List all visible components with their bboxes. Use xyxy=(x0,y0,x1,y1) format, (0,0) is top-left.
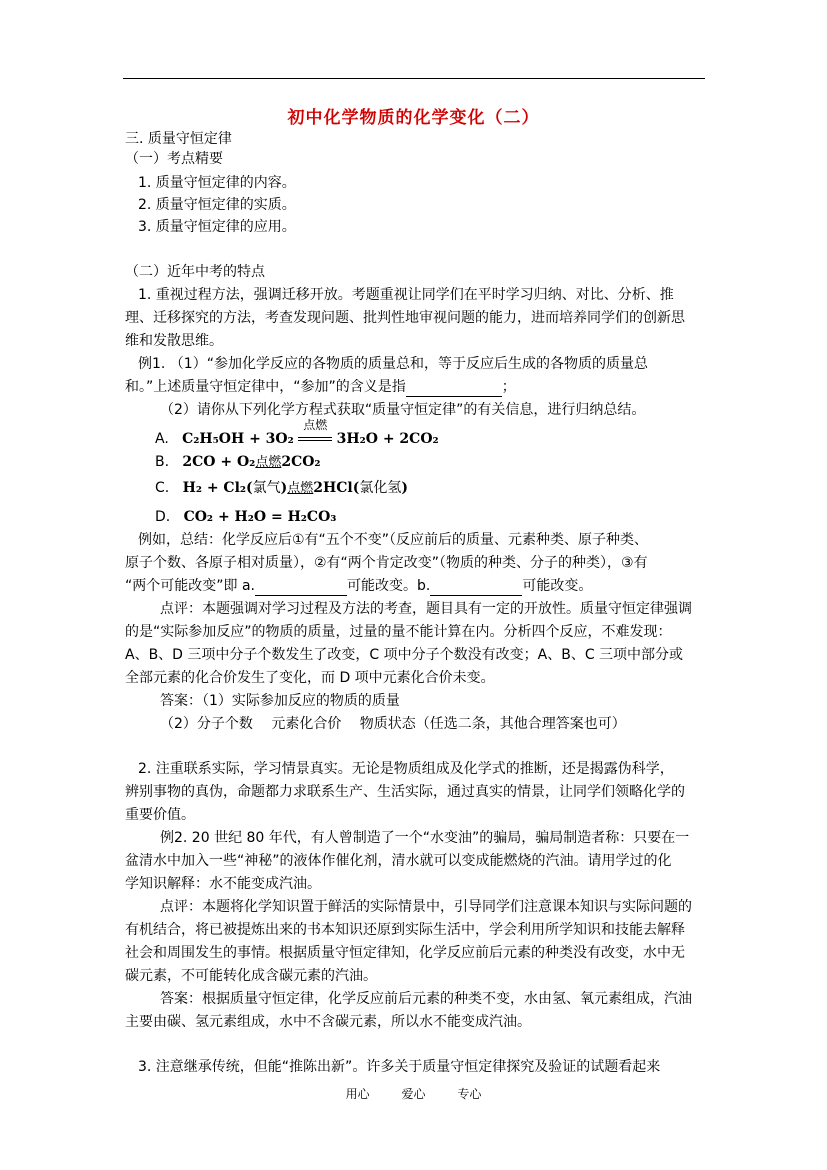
equation-c xyxy=(155,478,408,499)
answer1-line1: 答案：（1）实际参加反应的物质的质量 xyxy=(160,693,400,709)
equation-c-left: H₂ + Cl₂( xyxy=(182,480,253,496)
para1-line1: 1. 重视过程方法，强调迁移开放。考题重视让同学们在平时学习归纳、对比、分析、推 xyxy=(138,287,674,303)
comment1-line1: 点评：本题强调对学习过程及方法的考查，题目具有一定的开放性。质量守恒定律强调 xyxy=(160,601,692,617)
example1-line1: 例1. （1）“参加化学反应的各物质的质量总和，等于反应后生成的各物质的质量总 xyxy=(138,356,648,372)
example1-line3: （2）请你从下列化学方程式获取“质量守恒定律”的有关信息，进行归纳总结。 xyxy=(160,402,646,418)
subheading-key-points: （一）考点精要 xyxy=(125,151,223,167)
summary-line3 xyxy=(125,576,592,596)
equation-a-left: C₂H₅OH + 3O₂ xyxy=(182,431,294,447)
answer-blank-a xyxy=(255,579,347,596)
summary-text-a: “两个可能改变”即 a. xyxy=(125,578,255,594)
equation-d xyxy=(155,507,336,527)
paren: ) xyxy=(401,480,408,496)
equation-b-right: 2CO₂ xyxy=(281,454,321,470)
answer1-line2: （2）分子个数 元素化合价 物质状态（任选二条，其他合理答案也可） xyxy=(160,716,626,732)
example2-line2: 盆清水中加入一些“神秘”的液体作催化剂，清水就可以变成能燃烧的汽油。请用学过的化 xyxy=(125,853,672,869)
summary-line2: 原子个数、各原子相对质量），②有“两个肯定改变”（物质的种类、分子的种类），③有 xyxy=(125,555,648,571)
paren: ) xyxy=(280,480,288,496)
point-1: 1. 质量守恒定律的内容。 xyxy=(138,175,296,191)
page-footer xyxy=(0,1085,827,1102)
equation-label: A. xyxy=(155,431,169,447)
equation-c-right: 2HCl( xyxy=(313,480,360,496)
equation-label: C. xyxy=(155,480,170,496)
summary-text-c: 可能改变。 xyxy=(522,578,593,594)
example1-line2 xyxy=(125,377,516,397)
product-name: 氯化氢 xyxy=(359,480,402,496)
para2-line1: 2. 注重联系实际，学习情景真实。无论是物质组成及化学式的推断，还是揭露伪科学， xyxy=(138,761,674,777)
punct: ； xyxy=(501,379,516,395)
comment1-line3: A、B、D 三项中分子个数发生了改变，C 项中分子个数没有改变；A、B、C 三项中部分或 xyxy=(125,647,684,663)
para3-line1: 3. 注意继承传统，但能“推陈出新”。许多关于质量守恒定律探究及验证的试题看起来 xyxy=(138,1059,661,1075)
answer-blank-b xyxy=(430,579,522,596)
para2-line2: 辨别事物的真伪，命题都力求联系生产、生活实际，通过真实的情景，让同学们领略化学的 xyxy=(125,784,685,800)
page-title: 初中化学物质的化学变化（二） xyxy=(287,108,540,128)
equation-a-right: 3H₂O + 2CO₂ xyxy=(336,431,439,447)
equation-label: B. xyxy=(155,454,170,470)
comment1-line4: 全部元素的化合价发生了变化，而 D 项中元素化合价未变。 xyxy=(125,670,495,686)
condition-arrow xyxy=(298,418,332,449)
point-2: 2. 质量守恒定律的实质。 xyxy=(138,197,296,213)
subheading-exam-features: （二）近年中考的特点 xyxy=(125,264,265,280)
example2-line3: 学知识解释：水不能变成汽油。 xyxy=(125,876,321,892)
answer-blank xyxy=(406,380,502,397)
comment1-line2: 的是“实际参加反应”的物质的质量，过量的量不能计算在内。分析四个反应，不难发现： xyxy=(125,624,672,640)
condition-label: 点燃 xyxy=(255,455,282,470)
equation-d-text: CO₂ + H₂O = H₂CO₃ xyxy=(183,509,337,525)
example1-question: 和。”上述质量守恒定律中，“参加”的含义是指 xyxy=(125,379,406,395)
comment2-line4: 碳元素，不可能转化成含碳元素的汽油。 xyxy=(125,968,377,984)
para2-line3: 重要价值。 xyxy=(125,807,195,823)
example2-line1: 例2. 20 世纪 80 年代，有人曾制造了一个“水变油”的骗局，骗局制造者称：只要在一 xyxy=(160,830,690,846)
para1-line3: 维和发散思维。 xyxy=(125,333,223,349)
header-rule xyxy=(123,78,705,79)
footer-word-3: 专心 xyxy=(457,1087,482,1101)
point-3: 3. 质量守恒定律的应用。 xyxy=(138,219,296,235)
summary-line1: 例如，总结：化学反应后①有“五个不变”（反应前后的质量、元素种类、原子种类、 xyxy=(138,532,649,548)
comment2-line3: 社会和周围发生的事情。根据质量守恒定律知，化学反应前后元素的种类没有改变，水中无 xyxy=(125,945,685,961)
comment2-line1: 点评：本题将化学知识置于鲜活的实际情景中，引导同学们注意课本知识与实际问题的 xyxy=(160,899,692,915)
answer2-line1: 答案：根据质量守恒定律，化学反应前后元素的种类不变，水由氢、氧元素组成，汽油 xyxy=(160,991,692,1007)
condition-label: 点燃 xyxy=(287,481,314,496)
condition-label: 点燃 xyxy=(303,418,328,432)
comment2-line2: 有机结合，将已被提炼出来的书本知识还原到实际生活中，学会利用所学知识和技能去解释 xyxy=(125,922,685,938)
footer-word-1: 用心 xyxy=(345,1087,370,1101)
footer-word-2: 爱心 xyxy=(401,1087,426,1101)
equation-b xyxy=(155,452,321,473)
equation-b-left: 2CO + O₂ xyxy=(182,454,256,470)
summary-text-b: 可能改变。b. xyxy=(347,578,431,594)
answer2-line2: 主要由碳、氢元素组成，水中不含碳元素，所以水不能变成汽油。 xyxy=(125,1014,531,1030)
equation-label: D. xyxy=(155,509,171,525)
para1-line2: 理、迁移探究的方法，考查发现问题、批判性地审视问题的能力，进而培养同学们的创新思 xyxy=(125,310,685,326)
equation-a xyxy=(155,418,439,449)
reactant-name: 氯气 xyxy=(252,480,281,496)
section-heading: 三. 质量守恒定律 xyxy=(125,131,232,147)
